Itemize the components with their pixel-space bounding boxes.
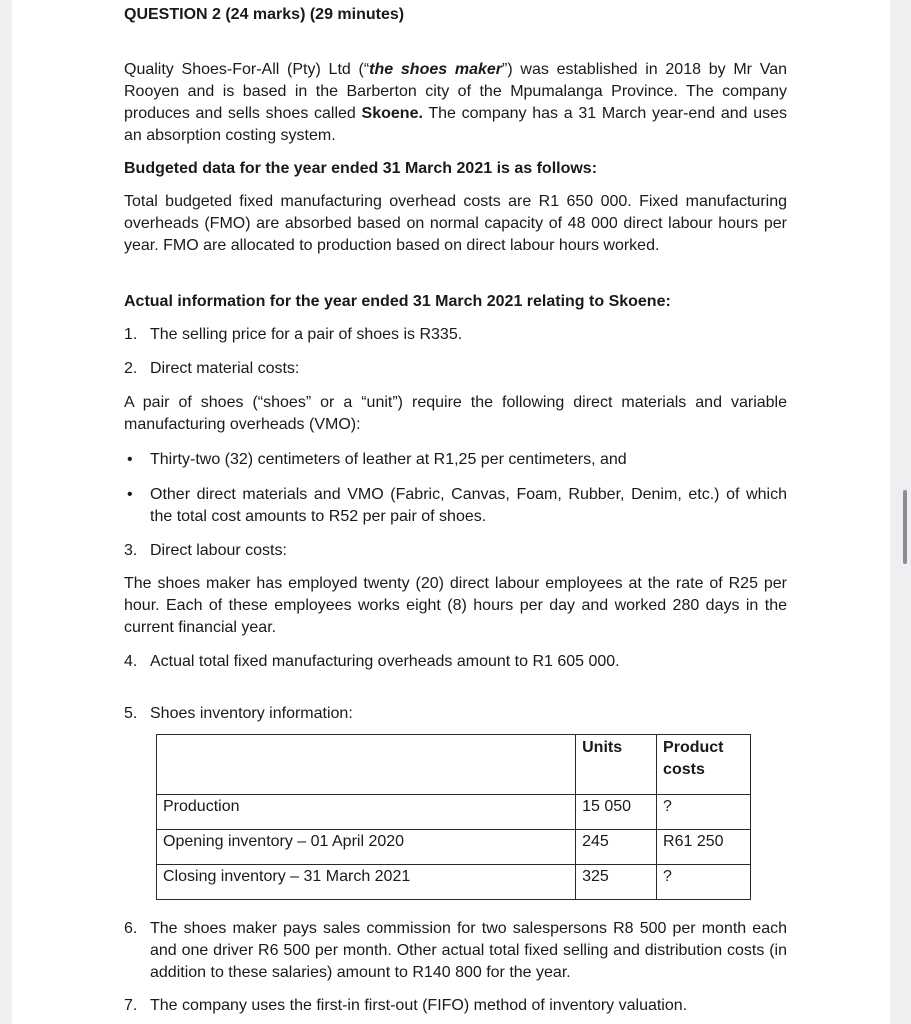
row-label: Production xyxy=(157,795,576,830)
header-cell-product-costs: Product costs xyxy=(657,735,751,795)
row-label: Closing inventory – 31 March 2021 xyxy=(157,865,576,900)
labour-paragraph: The shoes maker has employed twenty (20) direct labour employees at the rate of R25 per hour. Each of these employees works eight (8) hours per day and worked 280 days in the current financial year. xyxy=(124,575,787,636)
row-cost: R61 250 xyxy=(657,830,751,865)
item-text: The company uses the first-in first-out (FIFO) method of inventory valuation. xyxy=(150,997,688,1014)
item-5 xyxy=(124,703,353,725)
item-text: The shoes maker pays sales commission for two salespersons R8 500 per month each and one driver R6 500 per month. Other actual total fixed selling and distribution costs (in addition to these salaries) amount to R140 800 for the year. xyxy=(150,920,787,981)
item-3 xyxy=(124,540,287,562)
budget-heading: Budgeted data for the year ended 31 March 2021 is as follows: xyxy=(124,160,598,177)
row-cost: ? xyxy=(657,865,751,900)
row-units: 245 xyxy=(576,830,657,865)
budget-paragraph: Total budgeted fixed manufacturing overhead costs are R1 650 000. Fixed manufacturing overheads (FMO) are absorbed based on normal capacity of 48 000 direct labour hours per year. FMO are allocated to production based on direct labour hours worked. xyxy=(124,193,787,254)
table-row xyxy=(157,795,751,830)
company-alias: the shoes maker xyxy=(369,61,503,78)
item-number: 7. xyxy=(124,997,138,1014)
bullet-text: Other direct materials and VMO (Fabric, Canvas, Foam, Rubber, Denim, etc.) of which the total cost amounts to R52 per pair of shoes. xyxy=(150,486,787,525)
table-row xyxy=(157,865,751,900)
scrollbar-thumb[interactable] xyxy=(903,490,907,564)
intro-text-3: The company has a 31 March year-end and uses an absorption costing system. xyxy=(124,105,788,144)
actual-heading: Actual information for the year ended 31 March 2021 relating to Skoene: xyxy=(124,293,671,310)
item-number: 3. xyxy=(124,542,138,559)
inventory-table xyxy=(156,734,751,900)
intro-paragraph xyxy=(124,59,787,147)
table-header-row xyxy=(157,735,751,795)
row-label: Opening inventory – 01 April 2020 xyxy=(157,830,576,865)
row-cost: ? xyxy=(657,795,751,830)
question-title: QUESTION 2 (24 marks) (29 minutes) xyxy=(124,6,405,23)
item-number: 6. xyxy=(124,920,138,937)
row-units: 15 050 xyxy=(576,795,657,830)
item-4 xyxy=(124,651,620,673)
item-7 xyxy=(124,995,687,1017)
item-number: 1. xyxy=(124,326,138,343)
item-number: 2. xyxy=(124,360,138,377)
header-cell-units: Units xyxy=(576,735,657,795)
item-text: The selling price for a pair of shoes is R335. xyxy=(150,326,463,343)
item-number: 5. xyxy=(124,705,138,722)
materials-paragraph: A pair of shoes (“shoes” or a “unit”) require the following direct materials and variable manufacturing overheads (VMO): xyxy=(124,394,787,433)
bullet-icon: • xyxy=(127,451,133,468)
document-page xyxy=(12,0,890,1024)
header-cell-blank xyxy=(157,735,576,795)
intro-text-1: Quality Shoes-For-All (Pty) Ltd (“ xyxy=(124,61,370,78)
item-2 xyxy=(124,358,299,380)
intro-text-2: ”) was established in 2018 by Mr Van Rooyen and is based in the Barberton city of the Mpumalanga Province. The company produces and sells shoes called xyxy=(124,61,788,122)
item-text: Direct labour costs: xyxy=(150,542,287,559)
item-text: Direct material costs: xyxy=(150,360,300,377)
bullet-text: Thirty-two (32) centimeters of leather at R1,25 per centimeters, and xyxy=(150,451,627,468)
table-row xyxy=(157,830,751,865)
item-text: Actual total fixed manufacturing overheads amount to R1 605 000. xyxy=(150,653,620,670)
product-name: Skoene. xyxy=(361,105,423,122)
item-text: Shoes inventory information: xyxy=(150,705,353,722)
item-1 xyxy=(124,324,462,346)
row-units: 325 xyxy=(576,865,657,900)
item-number: 4. xyxy=(124,653,138,670)
bullet-icon: • xyxy=(127,486,133,503)
